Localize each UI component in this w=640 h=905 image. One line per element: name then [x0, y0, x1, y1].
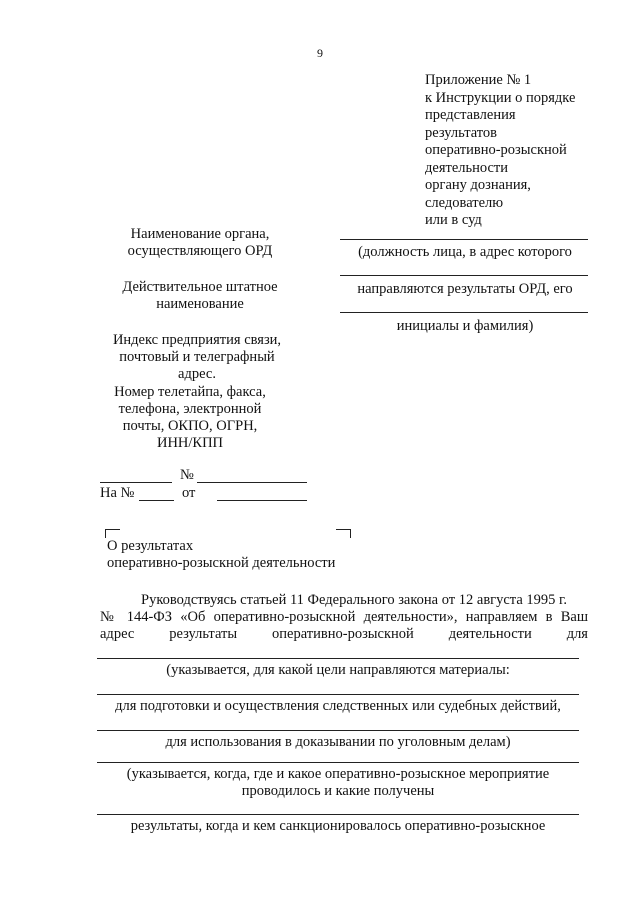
sender-org-name	[100, 226, 300, 260]
outgoing-date-field	[197, 482, 307, 483]
body-word: для	[566, 626, 588, 642]
appendix-heading	[425, 72, 575, 230]
appendix-line: Приложение № 1	[425, 72, 532, 88]
body-line-2: № 144-ФЗ «Об оперативно-розыскной деятельности», направляем в Ваш	[100, 609, 588, 625]
page-number: 9	[317, 46, 323, 60]
body-line-3	[100, 626, 588, 643]
addressee-hint-3: инициалы и фамилия)	[396, 318, 534, 334]
sender-staff-name-line: Действительное штатное	[122, 279, 278, 295]
fill-line	[97, 658, 579, 659]
ref-from-label: от	[182, 485, 196, 501]
hint-investigative-actions: для подготовки и осуществления следственных или судебных действий,	[115, 698, 561, 714]
fill-line	[97, 814, 579, 815]
appendix-line: представления	[425, 107, 516, 123]
body-line-1: Руководствуясь статьей 11 Федерального закона от 12 августа 1995 г.	[141, 592, 567, 608]
sender-contacts-line: Номер телетайпа, факса,	[114, 384, 266, 400]
number-label: №	[180, 467, 194, 483]
addressee-rule	[340, 275, 588, 276]
subject-title	[107, 538, 335, 572]
sender-org-name-line: осуществляющего ОРД	[127, 243, 273, 259]
sender-staff-name-line: наименование	[156, 296, 244, 312]
body-word: оперативно-розыскной	[272, 626, 414, 642]
appendix-line: к Инструкции о порядке	[425, 89, 576, 106]
subject-line: оперативно-розыскной деятельности	[107, 555, 336, 571]
hint-results: результаты, когда и кем санкционировалось оперативно-розыскное	[130, 818, 546, 834]
ref-number-label: На №	[100, 485, 135, 501]
body-word: деятельности	[448, 626, 532, 642]
appendix-line: органу дознания,	[425, 177, 531, 193]
ref-date-field	[217, 500, 307, 501]
sender-contacts-line: почты, ОКПО, ОГРН,	[122, 418, 258, 434]
fill-line	[97, 762, 579, 763]
appendix-line: следователю	[425, 194, 504, 211]
sender-address-line: адрес.	[178, 366, 216, 382]
sender-contacts-line: ИНН/КПП	[156, 435, 224, 451]
sender-staff-name	[100, 279, 300, 313]
fill-line	[97, 730, 579, 731]
addressee-hint-1: (должность лица, в адрес которого	[358, 244, 572, 260]
subject-corner-left	[105, 529, 120, 538]
hint-measure-1: (указывается, когда, где и какое оперативно-розыскное мероприятие	[126, 766, 550, 782]
body-word: результаты	[169, 626, 238, 642]
sender-address-line: Индекс предприятия связи,	[112, 332, 282, 348]
hint-measure-2: проводилось и какие получены	[241, 783, 435, 799]
subject-corner-right	[336, 529, 351, 538]
hint-evidence: для использования в доказывании по уголовным делам)	[165, 734, 511, 750]
appendix-line: или в суд	[425, 212, 482, 228]
body-word: адрес	[100, 626, 135, 642]
fill-line	[97, 694, 579, 695]
addressee-rule	[340, 239, 588, 240]
ref-number-field	[139, 500, 174, 501]
sender-address-line: почтовый и телеграфный	[119, 349, 275, 365]
subject-line: О результатах	[107, 538, 194, 554]
hint-purpose: (указывается, для какой цели направляются материалы:	[166, 662, 510, 678]
appendix-line: оперативно-розыскной	[425, 142, 567, 158]
addressee-hint-2: направляются результаты ОРД, его	[357, 281, 573, 297]
appendix-line: результатов	[425, 124, 498, 141]
addressee-rule	[340, 312, 588, 313]
sender-address	[97, 332, 297, 383]
outgoing-number-field	[100, 482, 172, 483]
sender-contacts	[90, 384, 290, 452]
sender-org-name-line: Наименование органа,	[130, 226, 270, 242]
appendix-line: деятельности	[425, 159, 509, 176]
sender-contacts-line: телефона, электронной	[118, 401, 262, 417]
